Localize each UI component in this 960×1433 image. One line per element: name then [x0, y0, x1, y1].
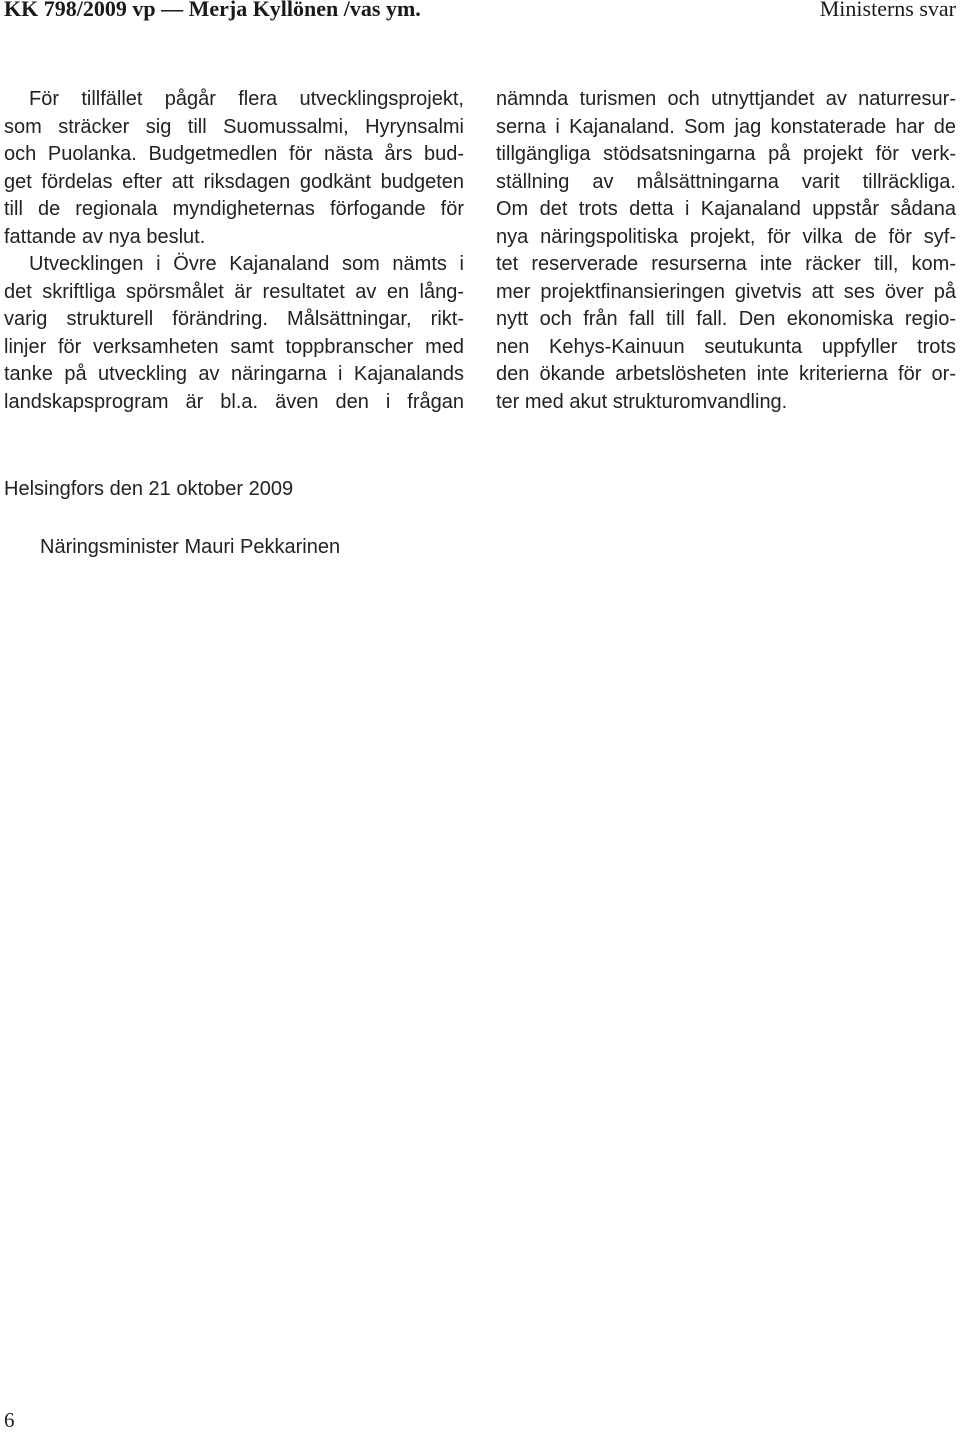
text-line: det skriftliga spörsmålet är resultatet av en lång- — [4, 280, 464, 303]
text-line: tanke på utveckling av näringarna i Kajanalands — [4, 363, 464, 385]
signature-line: Näringsminister Mauri Pekkarinen — [40, 536, 341, 558]
text-line: serna i Kajanaland. Som jag konstaterade har de — [496, 115, 956, 138]
text-line: tet reserverade resurserna inte räcker till, kom- — [496, 253, 956, 275]
text-line: nen Kehys-Kainuun seutukunta uppfyller trots — [496, 335, 956, 358]
text-line: ställning av målsättningarna varit tillräckliga. — [496, 170, 956, 193]
section-header: Ministerns svar — [819, 0, 956, 21]
text-line: mer projektfinansieringen givetvis att ses över på — [496, 280, 956, 303]
text-line: Utvecklingen i Övre Kajanaland som nämts i — [29, 253, 464, 275]
document-reference-header: KK 798/2009 vp — Merja Kyllönen /vas ym. — [4, 0, 421, 21]
left-text-column — [4, 86, 464, 416]
text-line: den ökande arbetslösheten inte kriterierna för or- — [496, 363, 956, 385]
text-line: Om det trots detta i Kajanaland uppstår sådana — [496, 198, 956, 220]
text-line: fattande av nya beslut. — [4, 225, 206, 248]
text-line: till de regionala myndigheternas förfogande för — [4, 198, 464, 220]
place-and-date: Helsingfors den 21 oktober 2009 — [4, 478, 294, 500]
text-line: som sträcker sig till Suomussalmi, Hyrynsalmi — [4, 115, 464, 138]
text-line: nya näringspolitiska projekt, för vilka de för syf- — [496, 225, 956, 248]
text-line: linjer för verksamheten samt toppbranscher med — [4, 335, 464, 358]
text-line: och Puolanka. Budgetmedlen för nästa års bud- — [4, 143, 464, 165]
right-text-column — [496, 86, 956, 416]
text-line: tillgängliga stödsatsningarna på projekt för verk- — [496, 143, 956, 165]
text-line: nytt och från fall till fall. Den ekonomiska regio- — [496, 308, 956, 330]
page-number: 6 — [4, 1408, 15, 1432]
text-line: varig strukturell förändring. Målsättningar, rikt- — [4, 308, 464, 330]
text-line: ter med akut strukturomvandling. — [496, 390, 788, 413]
text-line: För tillfället pågår flera utvecklingsprojekt, — [29, 88, 464, 110]
text-line: landskapsprogram är bl.a. även den i frågan — [4, 390, 464, 413]
text-line: nämnda turismen och utnyttjandet av naturresur- — [496, 88, 956, 110]
text-line: get fördelas efter att riksdagen godkänt budgeten — [4, 170, 464, 193]
